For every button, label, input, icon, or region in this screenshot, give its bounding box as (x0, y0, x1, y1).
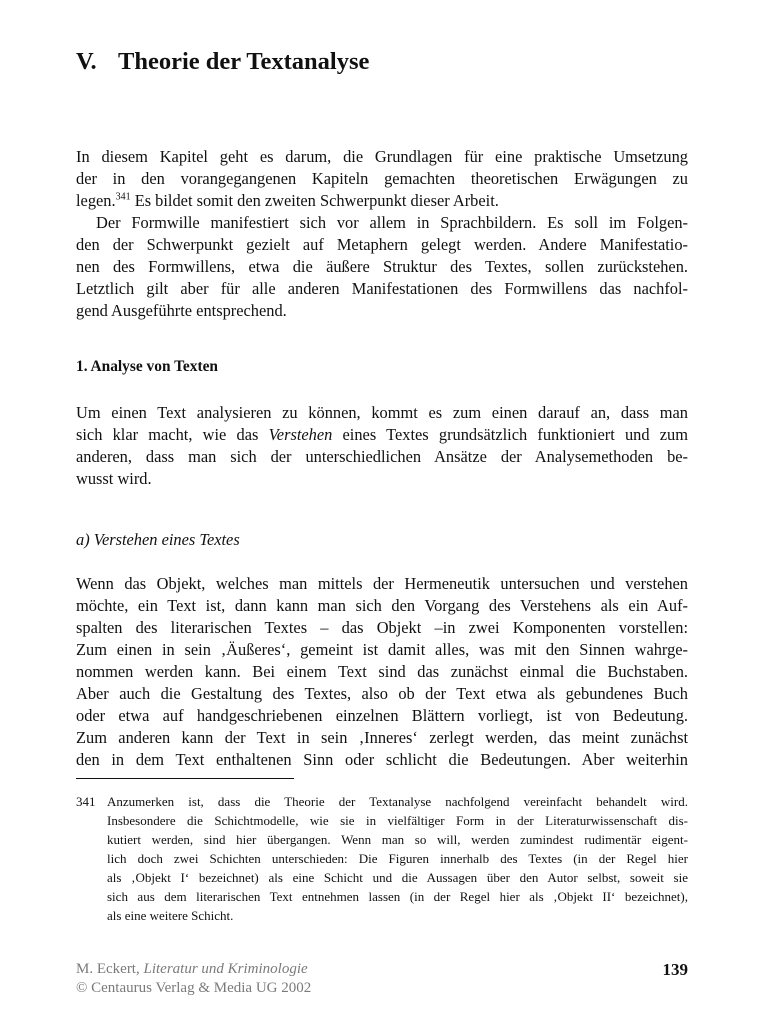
footnote-separator (76, 778, 294, 779)
subsection-line-5: nommen werden kann. Bei einem Text sind das zunächst einmal die Buchstaben. (76, 662, 688, 681)
footer-copyright: © Centaurus Verlag & Media UG 2002 (76, 980, 312, 996)
subsection-line-6: Aber auch die Gestaltung des Textes, also ob der Text etwa als gebundenes Buch (76, 684, 688, 703)
footer-citation (76, 960, 308, 979)
footnote-line-7: als eine weitere Schicht. (107, 908, 234, 923)
section1-line-4: wusst wird. (76, 469, 152, 488)
section-heading: 1. Analyse von Texten (76, 358, 218, 375)
footnote-line-1: Anzumerken ist, dass die Theorie der Textanalyse nachfolgend vereinfacht behandelt wird. (107, 794, 688, 809)
subsection-line-4: Zum einen in sein ‚Äußeres‘, gemeint ist damit alles, was mit den Sinnen wahrge- (76, 640, 688, 659)
footnote-number: 341 (76, 794, 96, 809)
intro-p1-text-a: legen. (76, 191, 116, 210)
intro-p1-line-1: In diesem Kapitel geht es darum, die Grundlagen für eine praktische Umsetzung (76, 147, 688, 166)
section1-line-1: Um einen Text analysieren zu können, kommt es zum einen darauf an, dass man (76, 403, 688, 422)
footnote-line-2: Insbesondere die Schichtmodelle, wie sie in vielfältiger Form in der Literaturwissenschaft dis- (107, 813, 688, 828)
subsection-line-8: Zum anderen kann der Text in sein ‚Inneres‘ zerlegt werden, das meint zunächst (76, 728, 688, 747)
intro-p2-line-5: gend Ausgeführte entsprechend. (76, 301, 287, 320)
footnote-line-5: als ‚Objekt I‘ bezeichnet) als eine Schicht und die Aussagen über den Autor selbst, soweit sie (107, 870, 688, 885)
subsection-line-1: Wenn das Objekt, welches man mittels der Hermeneutik untersuchen und verstehen (76, 574, 688, 593)
section1-line-3: anderen, dass man sich der unterschiedlichen Ansätze der Analysemethoden be- (76, 447, 688, 466)
intro-p1-line-2: der in den vorangegangenen Kapiteln gemachten theoretischen Erwägungen zu (76, 169, 688, 188)
subsection-line-7: oder etwa auf handgeschriebenen einzelnen Blättern vorliegt, ist von Bedeutung. (76, 706, 688, 725)
footer-author: M. Eckert, (76, 961, 144, 977)
section1-line-2-a: sich klar macht, wie das (76, 425, 269, 444)
page-number: 139 (662, 960, 688, 979)
footnote-reference: 341 (115, 191, 131, 203)
intro-p2-line-4: Letztlich gilt aber für alle anderen Manifestationen des Formwillens das nachfol- (76, 279, 688, 298)
section1-line-2-b: eines Textes grundsätzlich funktioniert und zum (332, 425, 688, 444)
intro-p2-line-2: den der Schwerpunkt gezielt auf Metaphern gelegt werden. Andere Manifestatio- (76, 235, 688, 254)
subsection-line-3: spalten des literarischen Textes – das Objekt –in zwei Komponenten vorstellen: (76, 618, 688, 637)
chapter-title (76, 48, 369, 76)
footnote-line-4: lich doch zwei Schichten unterschieden: Die Figuren innerhalb des Textes (in der Regel hier (107, 851, 688, 866)
chapter-title-text: Theorie der Textanalyse (118, 48, 370, 75)
subsection-line-9: den in dem Text enthaltenen Sinn oder schlicht die Bedeutungen. Aber weiterhin (76, 750, 688, 769)
footnote-line-6: sich aus dem literarischen Text entnehmen lassen (in der Regel hier als ‚Objekt II‘ bezeichnet), (107, 889, 688, 904)
subsection-heading: a) Verstehen eines Textes (76, 530, 240, 549)
emphasis-verstehen: Verstehen (268, 425, 333, 444)
footnote-line-3: kutiert werden, sind hier übergangen. Wenn man so will, werden zumindest rudimentär eigent- (107, 832, 688, 847)
intro-p1-line-3 (76, 190, 688, 212)
footer-book-title: Literatur und Kriminologie (143, 961, 308, 977)
intro-p1-text-b: Es bildet somit den zweiten Schwerpunkt dieser Arbeit. (130, 191, 499, 210)
chapter-number: V. (76, 48, 97, 75)
intro-p2-line-1: Der Formwille manifestiert sich vor allem in Sprachbildern. Es soll im Folgen- (96, 213, 688, 232)
section1-line-2 (76, 424, 688, 446)
subsection-line-2: möchte, ein Text ist, dann kann man sich den Vorgang des Verstehens als ein Auf- (76, 596, 688, 615)
intro-p2-line-3: nen des Formwillens, etwa die äußere Struktur des Textes, sollen zurückstehen. (76, 257, 688, 276)
